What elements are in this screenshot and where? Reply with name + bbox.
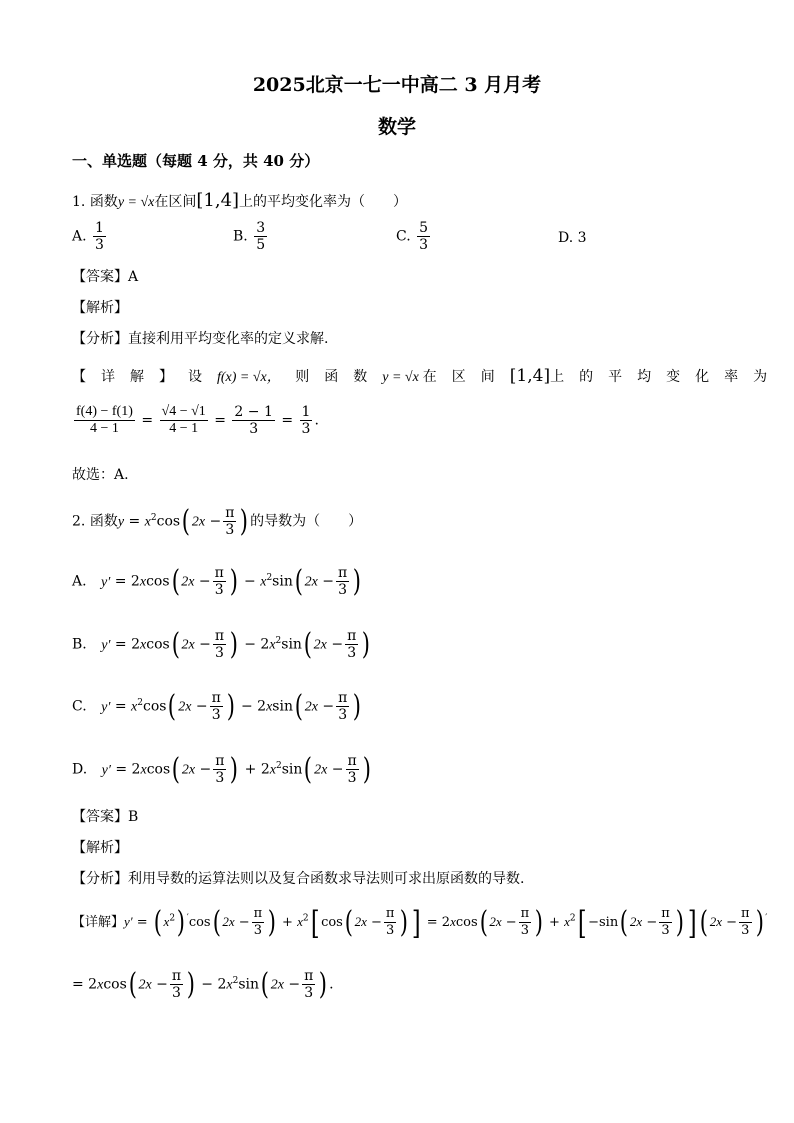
page-title: 2025北京一七一中高二 3 月月考: [252, 74, 542, 96]
q2-analysis-head: 【解析】: [72, 840, 128, 856]
q1-analysis-head: 【解析】: [72, 300, 128, 316]
q1-option-c[interactable]: C. $\frac{5}{3}$: [396, 220, 429, 253]
q1-calculation: $\frac{f(4) - f(1)}{4 - 1}$ = $\frac{√4 - √1}{4 - 1}$ = $\frac{2 - 1}{3}$ = $\frac{1}{3}$ .: [76, 404, 319, 437]
q2-stem: 2. 函数$y = x^2\cos$( 2x − $\frac{\pi}{3}$ ) 的导数为（ ）: [72, 503, 363, 539]
q2-analysis: 【分析】利用导数的运算法则以及复合函数求导法则可求出原函数的导数.: [72, 871, 525, 887]
q2-answer: 【答案】B: [72, 809, 139, 825]
q1-option-d[interactable]: D. 3: [558, 230, 587, 246]
q2-detail-line2: = 2xcos( 2x − $\frac{\pi}{3}$ ) − $2x^2\sin$( 2x − $\frac{\pi}{3}$ ) .: [72, 966, 334, 1002]
section-heading: 一、单选题（每题 4 分，共 40 分）: [72, 152, 320, 170]
q1-conclusion: 故选：A.: [72, 467, 129, 483]
q1-analysis: 【分析】直接利用平均变化率的定义求解.: [72, 331, 329, 347]
q2-option-c[interactable]: C. $y' = x^2\cos$( 2x − $\frac{\pi}{3}$ ) − 2xsin( 2x − $\frac{\pi}{3}$ ): [72, 688, 362, 724]
q2-option-a[interactable]: A. y′ = 2xcos( 2x − $\frac{\pi}{3}$ ) − $x^2\sin$( 2x − $\frac{\pi}{3}$ ): [72, 563, 362, 599]
q1-stem: 1. 函数y = √x在区间[1,4]上的平均变化率为（ ）: [72, 190, 408, 211]
q1-option-b[interactable]: B. $\frac{3}{5}$: [233, 220, 266, 253]
q2-option-b[interactable]: B. y′ = 2xcos( 2x − $\frac{\pi}{3}$ ) − $2x^2\sin$( 2x − $\frac{\pi}{3}$ ): [72, 626, 371, 662]
subject-title: 数学: [377, 116, 416, 138]
q1-detail: 【详解】设f(x) = √x， 则函数y = √x 在区间[1,4]上的平均变化率为: [72, 366, 783, 386]
q2-detail-line1: 【详解】y′ = ( $x^2$) ′cos( 2x − $\frac{\pi}{3}$ ) + $x^2$[ cos( 2x − $\frac{\pi}{3}$ ) ] = 2xcos( 2x − $\frac{\pi}{3}$ ) + $x^2[ -\sin$( 2x − $\frac{\pi}{3}$ ) ] ( 2x − $\frac{\pi}{3}$ ) ′: [72, 903, 768, 942]
q1-answer: 【答案】A: [72, 269, 139, 285]
q1-option-a[interactable]: A. $\frac{1}{3}$: [72, 220, 104, 253]
q2-option-d[interactable]: D. y′ = 2xcos( 2x − $\frac{\pi}{3}$ ) + $2x^2\sin$( 2x − $\frac{\pi}{3}$ ): [72, 751, 371, 787]
